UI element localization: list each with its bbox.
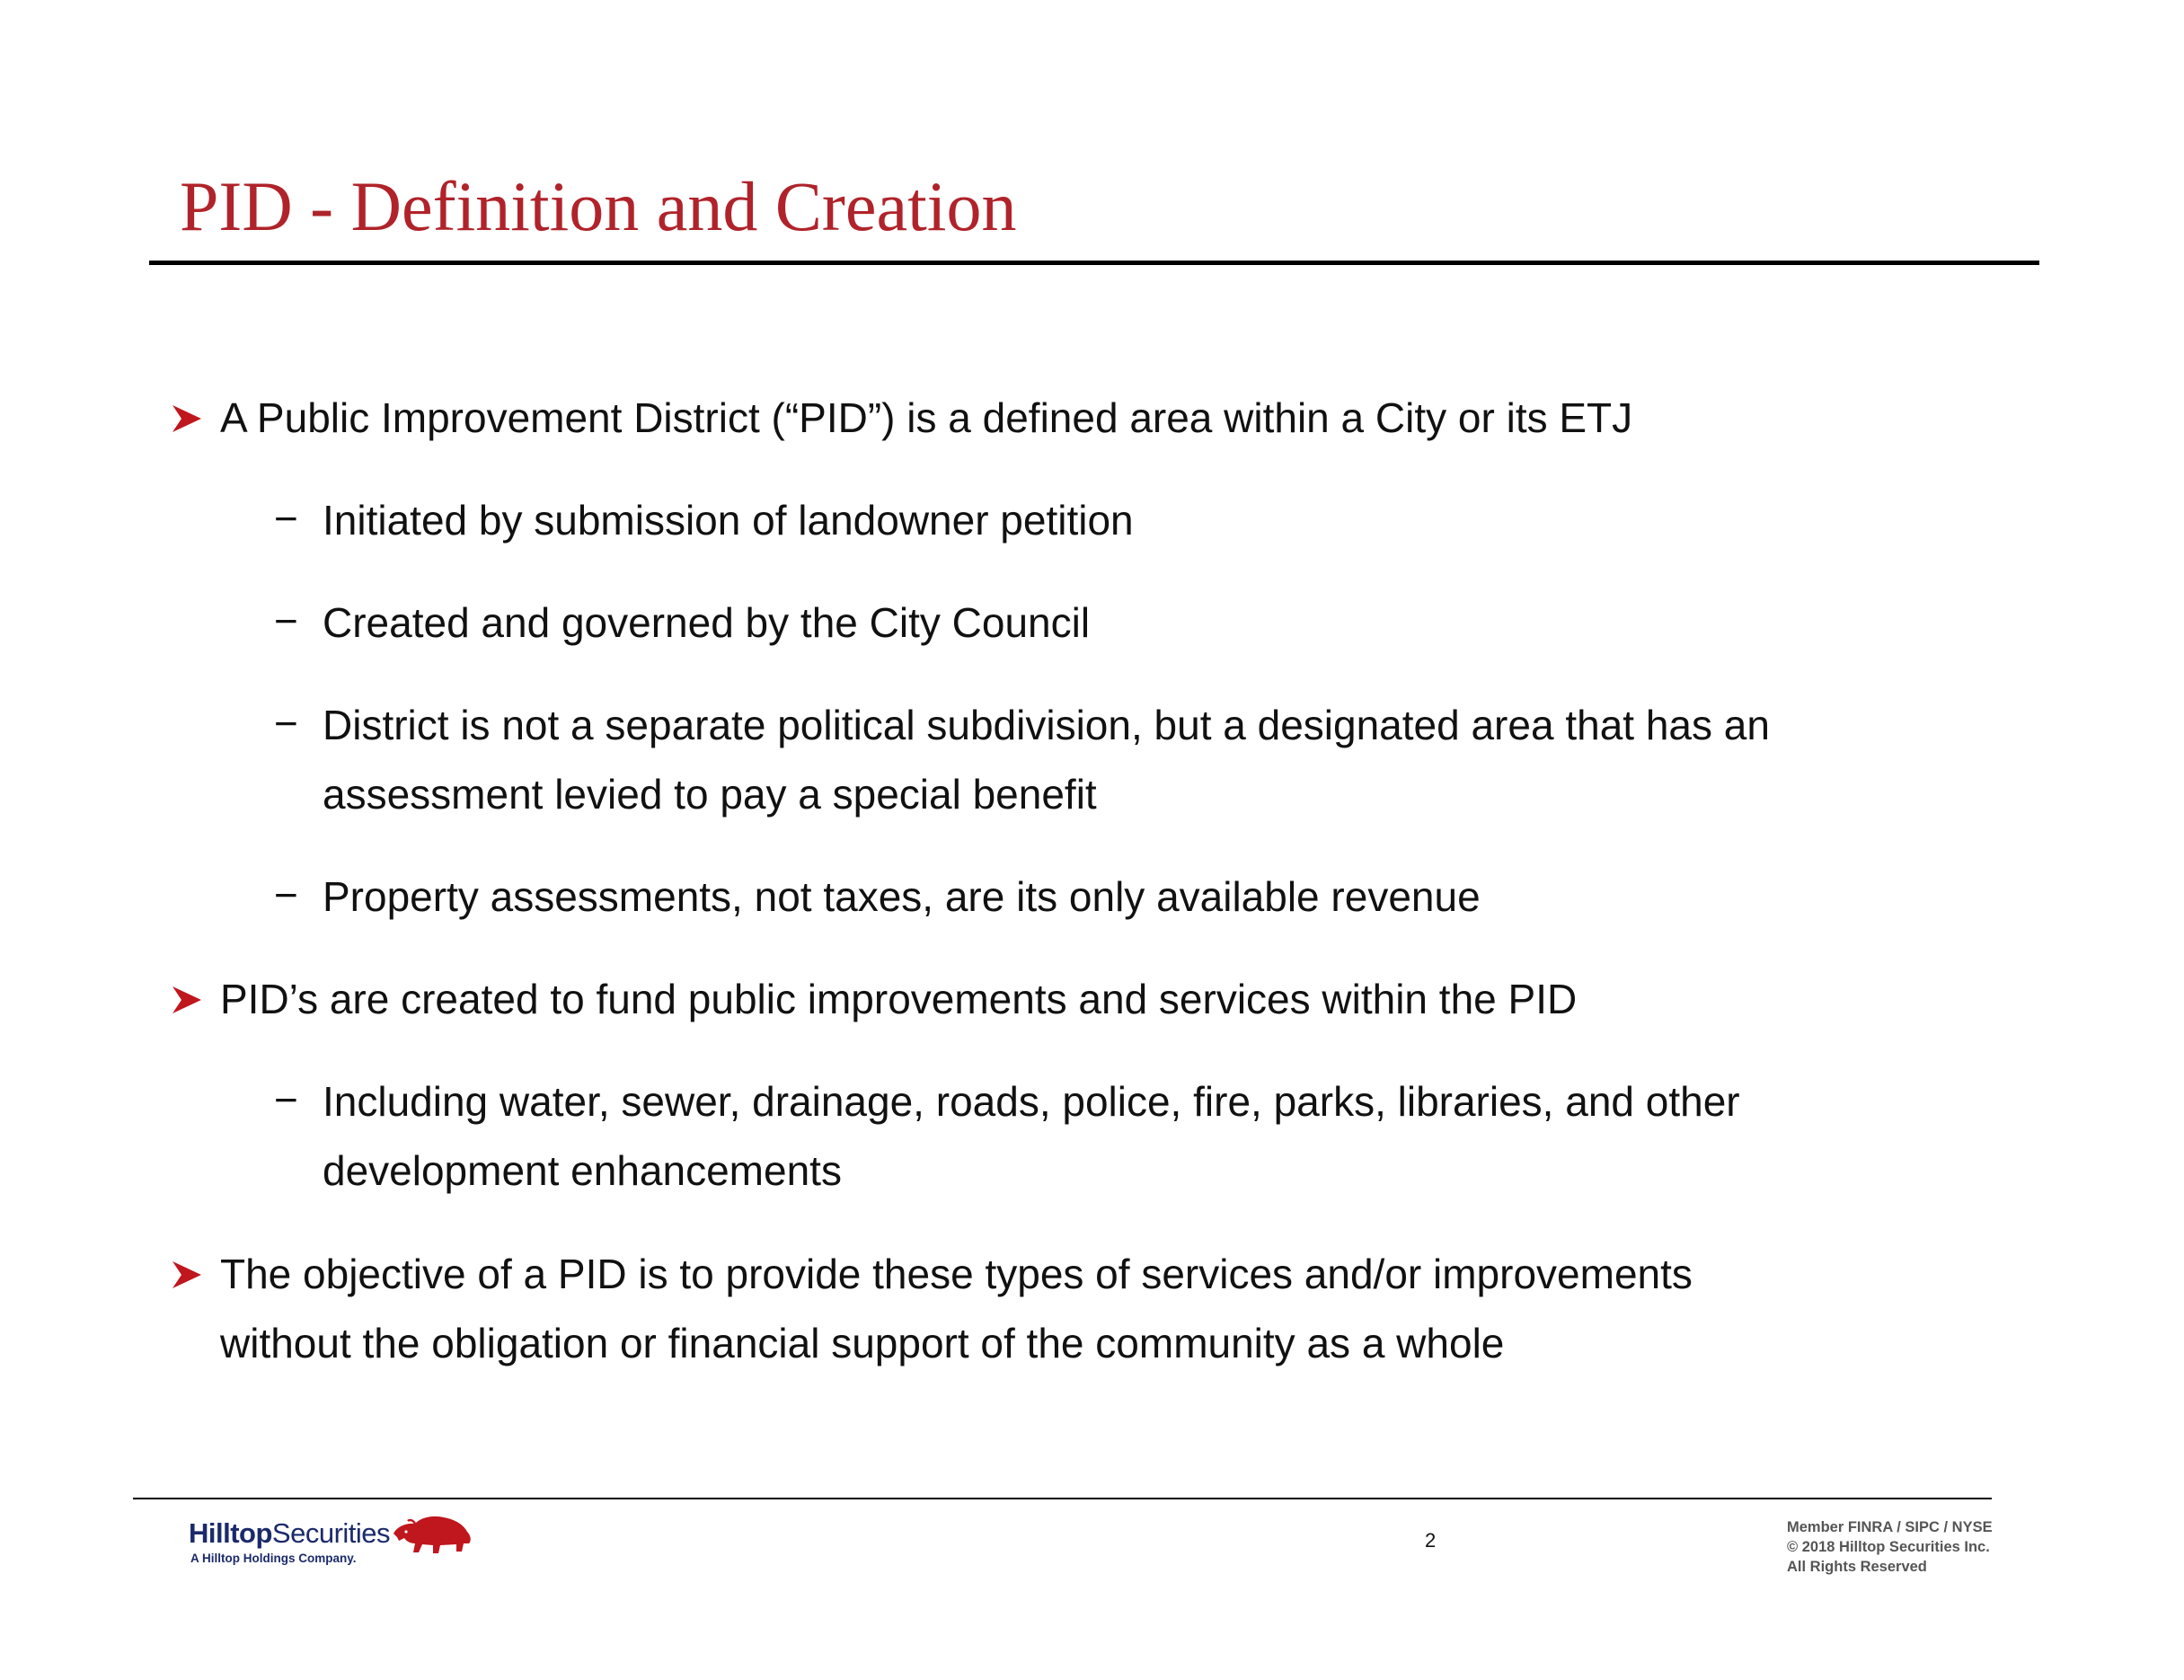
title-divider xyxy=(149,261,2039,265)
bullet-text: The objective of a PID is to provide these types of services and/or improvements xyxy=(220,1251,1693,1297)
sub-bullet-marker: − xyxy=(274,495,298,542)
sub-bullet-marker: − xyxy=(274,871,298,918)
footer-divider xyxy=(133,1498,1992,1499)
sub-bullet-marker: − xyxy=(274,597,298,644)
sub-bullet-text: Including water, sewer, drainage, roads, police, fire, parks, libraries, and other xyxy=(323,1078,1740,1125)
arrowhead-bullet-icon xyxy=(171,984,203,1016)
legal-line-membership: Member FINRA / SIPC / NYSE xyxy=(1787,1519,1993,1535)
page-number: 2 xyxy=(1425,1529,1437,1552)
sub-bullet-text: District is not a separate political subdivision, but a designated area that has an xyxy=(323,702,1770,748)
bullet-text: PID’s are created to fund public improvements and services within the PID xyxy=(220,976,1578,1022)
logo-wordmark xyxy=(189,1517,390,1550)
sub-bullet-text: Created and governed by the City Council xyxy=(323,599,1091,646)
arrowhead-bullet-icon xyxy=(171,1259,203,1291)
arrowhead-bullet-icon xyxy=(171,402,203,435)
legal-line-rights: All Rights Reserved xyxy=(1787,1559,1927,1575)
sub-bullet-marker: − xyxy=(274,1076,298,1123)
legal-line-copyright: © 2018 Hilltop Securities Inc. xyxy=(1787,1539,1990,1555)
slide-title: PID - Definition and Creation xyxy=(180,167,1017,245)
sub-bullet-text: Initiated by submission of landowner petition xyxy=(323,497,1134,544)
logo-tagline: A Hilltop Holdings Company. xyxy=(190,1552,357,1565)
logo-name-bold: Hilltop xyxy=(189,1517,272,1549)
sub-bullet-text-continued: development enhancements xyxy=(323,1147,842,1194)
bullet-text-continued: without the obligation or financial support of the community as a whole xyxy=(220,1320,1505,1366)
sub-bullet-text-continued: assessment levied to pay a special benefit xyxy=(323,771,1097,818)
sub-bullet-text: Property assessments, not taxes, are its only available revenue xyxy=(323,873,1481,920)
bison-icon xyxy=(388,1514,474,1557)
logo-name-regular: Securities xyxy=(271,1517,391,1549)
sub-bullet-marker: − xyxy=(274,700,298,747)
hilltop-securities-logo xyxy=(189,1514,476,1577)
bullet-text: A Public Improvement District (“PID”) is a defined area within a City or its ETJ xyxy=(220,394,1633,441)
